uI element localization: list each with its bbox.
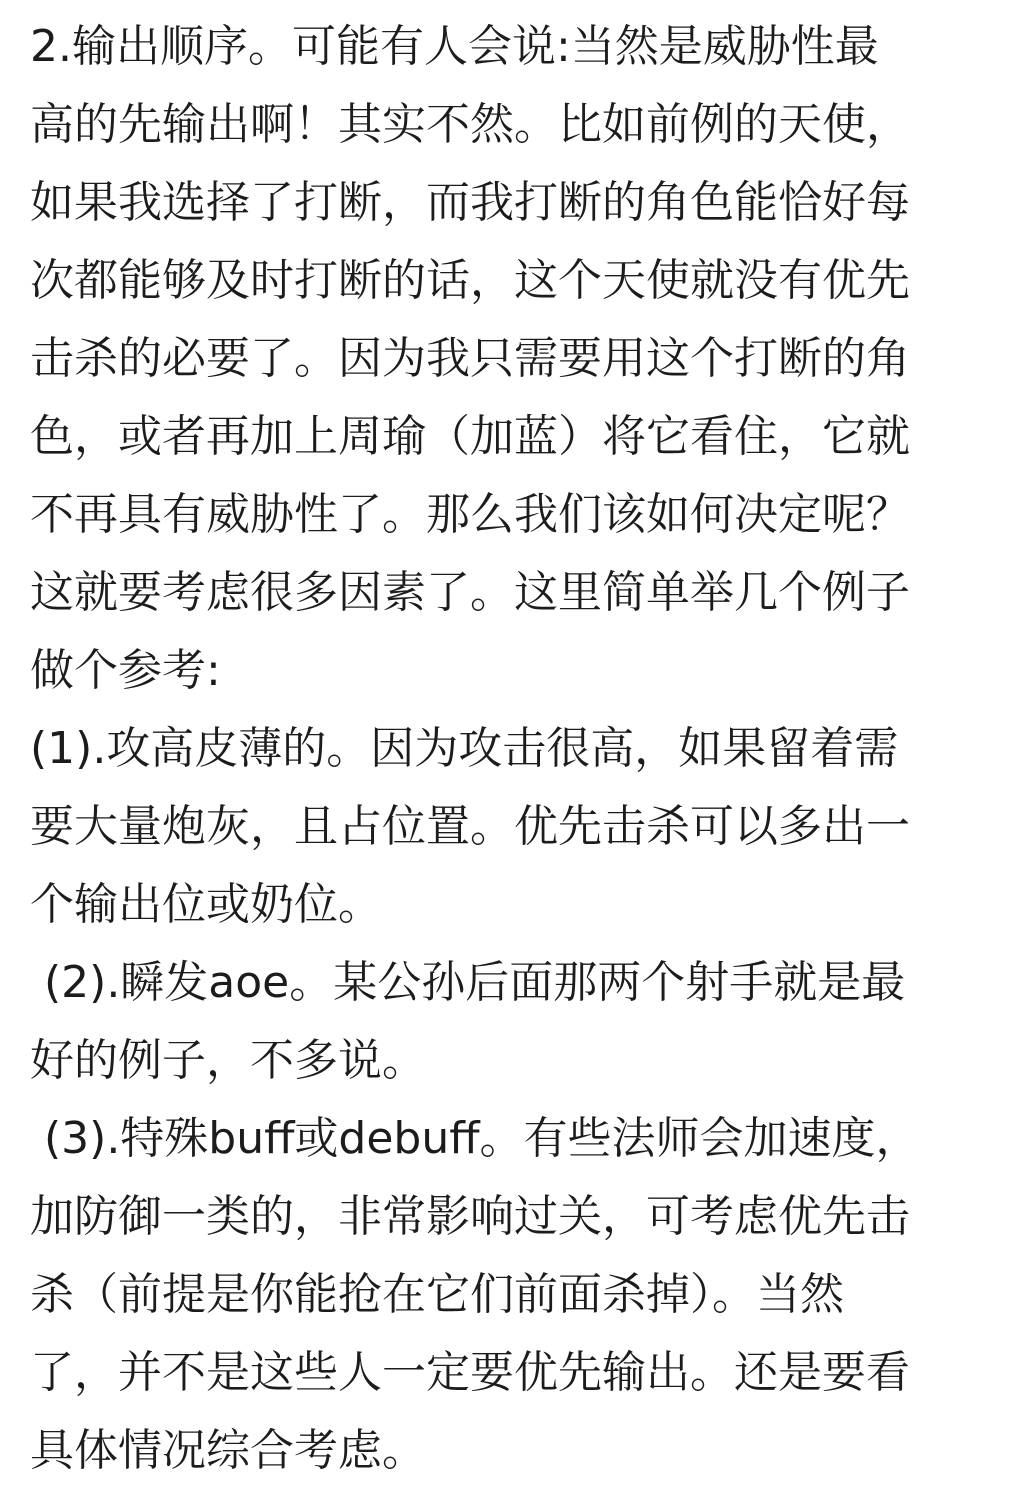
- list-item-text: 个输出位或奶位。: [30, 879, 382, 930]
- list-item-text: 具体情况综合考虑。: [30, 1425, 426, 1476]
- text-line: 次都能够及时打断的话，这个天使就没有优先: [30, 255, 910, 306]
- list-item-text: (3).特殊buff或debuff。有些法师会加速度，: [30, 1113, 920, 1164]
- list-item-text: 要大量炮灰，且占位置。优先击杀可以多出一: [30, 801, 910, 852]
- article-body: [30, 8, 996, 1490]
- list-item-text: 了，并不是这些人一定要优先输出。还是要看: [30, 1347, 910, 1398]
- list-item-text: 杀（前提是你能抢在它们前面杀掉）。当然: [30, 1269, 844, 1320]
- text-line: 如果我选择了打断，而我打断的角色能恰好每: [30, 177, 910, 228]
- text-line: 高的先输出啊！其实不然。比如前例的天使，: [30, 99, 910, 150]
- text-line: 不再具有威胁性了。那么我们该如何决定呢？: [30, 489, 910, 540]
- text-line: 色，或者再加上周瑜（加蓝）将它看住，它就: [30, 411, 910, 462]
- text-line: 做个参考:: [30, 645, 221, 696]
- text-line: 这就要考虑很多因素了。这里简单举几个例子: [30, 567, 910, 618]
- list-item-text: (2).瞬发aoe。某公孙后面那两个射手就是最: [30, 957, 906, 1008]
- list-item-text: (1).攻高皮薄的。因为攻击很高，如果留着需: [30, 723, 899, 774]
- text-line: 击杀的必要了。因为我只需要用这个打断的角: [30, 333, 910, 384]
- list-item-text: 好的例子，不多说。: [30, 1035, 426, 1086]
- list-item-text: 加防御一类的，非常影响过关，可考虑优先击: [30, 1191, 910, 1242]
- text-line: 2.输出顺序。可能有人会说:当然是威胁性最: [30, 21, 879, 72]
